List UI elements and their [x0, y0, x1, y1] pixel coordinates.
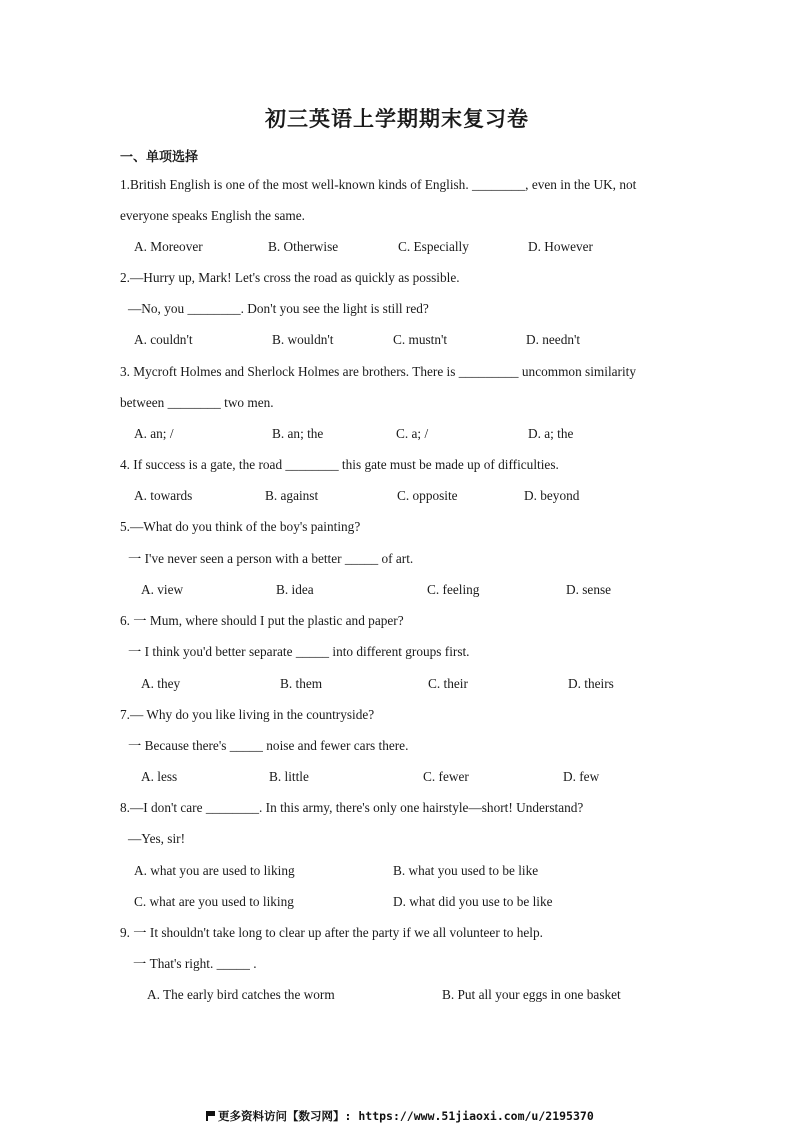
question-3-option-a: A. an; / [134, 426, 174, 441]
question-1-line-1: 1.British English is one of the most well-known kinds of English. ________, even in the UK, not [120, 177, 637, 192]
question-2-option-d: D. needn't [526, 332, 581, 347]
question-5-option-c: C. feeling [427, 582, 480, 597]
question-2-line-2: —No, you ________. Don't you see the light is still red? [128, 301, 429, 316]
question-9-line-1: 9. 一 It shouldn't take long to clear up after the party if we all volunteer to help. [120, 925, 543, 940]
question-1-option-d: D. However [528, 239, 593, 254]
question-7-option-d: D. few [563, 769, 600, 784]
question-4-option-d: D. beyond [524, 488, 580, 503]
question-8-option-b: B. what you used to be like [393, 863, 539, 878]
question-2-line-1: 2.—Hurry up, Mark! Let's cross the road as quickly as possible. [120, 270, 460, 285]
question-7-option-b: B. little [269, 769, 309, 784]
question-2-option-b: B. wouldn't [272, 332, 334, 347]
question-3-line-2: between ________ two men. [120, 395, 274, 410]
question-8-option-c: C. what are you used to liking [134, 894, 294, 909]
question-8-line-2: —Yes, sir! [128, 831, 186, 846]
question-2-option-c: C. mustn't [393, 332, 448, 347]
footer-text: 更多资料访问【数习网】: https://www.51jiaoxi.com/u/2195370 [218, 1109, 594, 1123]
footer-link[interactable] [206, 1108, 594, 1124]
question-6-option-c: C. their [428, 676, 468, 691]
question-1-option-c: C. Especially [398, 239, 469, 254]
question-4-option-c: C. opposite [397, 488, 458, 503]
question-6-option-a: A. they [141, 676, 181, 691]
question-9-line-2: 一 That's right. _____ . [133, 956, 257, 971]
question-3-option-d: D. a; the [528, 426, 574, 441]
page-title: 初三英语上学期期末复习卷 [265, 106, 529, 131]
question-4-option-b: B. against [265, 488, 319, 503]
question-1-line-2: everyone speaks English the same. [120, 208, 305, 223]
question-8-option-a: A. what you are used to liking [134, 863, 295, 878]
question-9-option-b: B. Put all your eggs in one basket [442, 987, 621, 1002]
question-2-option-a: A. couldn't [134, 332, 193, 347]
question-5-line-1: 5.—What do you think of the boy's painting? [120, 519, 361, 534]
question-6-line-2: 一 I think you'd better separate _____ into different groups first. [128, 644, 470, 659]
question-4-line-1: 4. If success is a gate, the road ________ this gate must be made up of difficulties. [120, 457, 559, 472]
question-7-option-a: A. less [141, 769, 178, 784]
question-7-line-2: 一 Because there's _____ noise and fewer cars there. [128, 738, 409, 753]
question-9-option-a: A. The early bird catches the worm [147, 987, 335, 1002]
question-1-option-b: B. Otherwise [268, 239, 339, 254]
question-4-option-a: A. towards [134, 488, 193, 503]
question-3-line-1: 3. Mycroft Holmes and Sherlock Holmes are brothers. There is _________ uncommon similarity [120, 364, 637, 379]
question-5-line-2: 一 I've never seen a person with a better _____ of art. [128, 551, 414, 566]
question-5-option-b: B. idea [276, 582, 314, 597]
question-1-option-a: A. Moreover [134, 239, 203, 254]
question-6-option-d: D. theirs [568, 676, 614, 691]
question-7-line-1: 7.— Why do you like living in the countryside? [120, 707, 375, 722]
question-3-option-b: B. an; the [272, 426, 324, 441]
question-8-line-1: 8.—I don't care ________. In this army, there's only one hairstyle—short! Understand? [120, 800, 584, 815]
question-7-option-c: C. fewer [423, 769, 469, 784]
question-8-option-d: D. what did you use to be like [393, 894, 553, 909]
question-6-line-1: 6. 一 Mum, where should I put the plastic and paper? [120, 613, 404, 628]
section-heading: 一、单项选择 [120, 150, 199, 165]
question-5-option-a: A. view [141, 582, 184, 597]
question-6-option-b: B. them [280, 676, 323, 691]
question-5-option-d: D. sense [566, 582, 612, 597]
flag-icon [206, 1111, 215, 1121]
question-3-option-c: C. a; / [396, 426, 429, 441]
